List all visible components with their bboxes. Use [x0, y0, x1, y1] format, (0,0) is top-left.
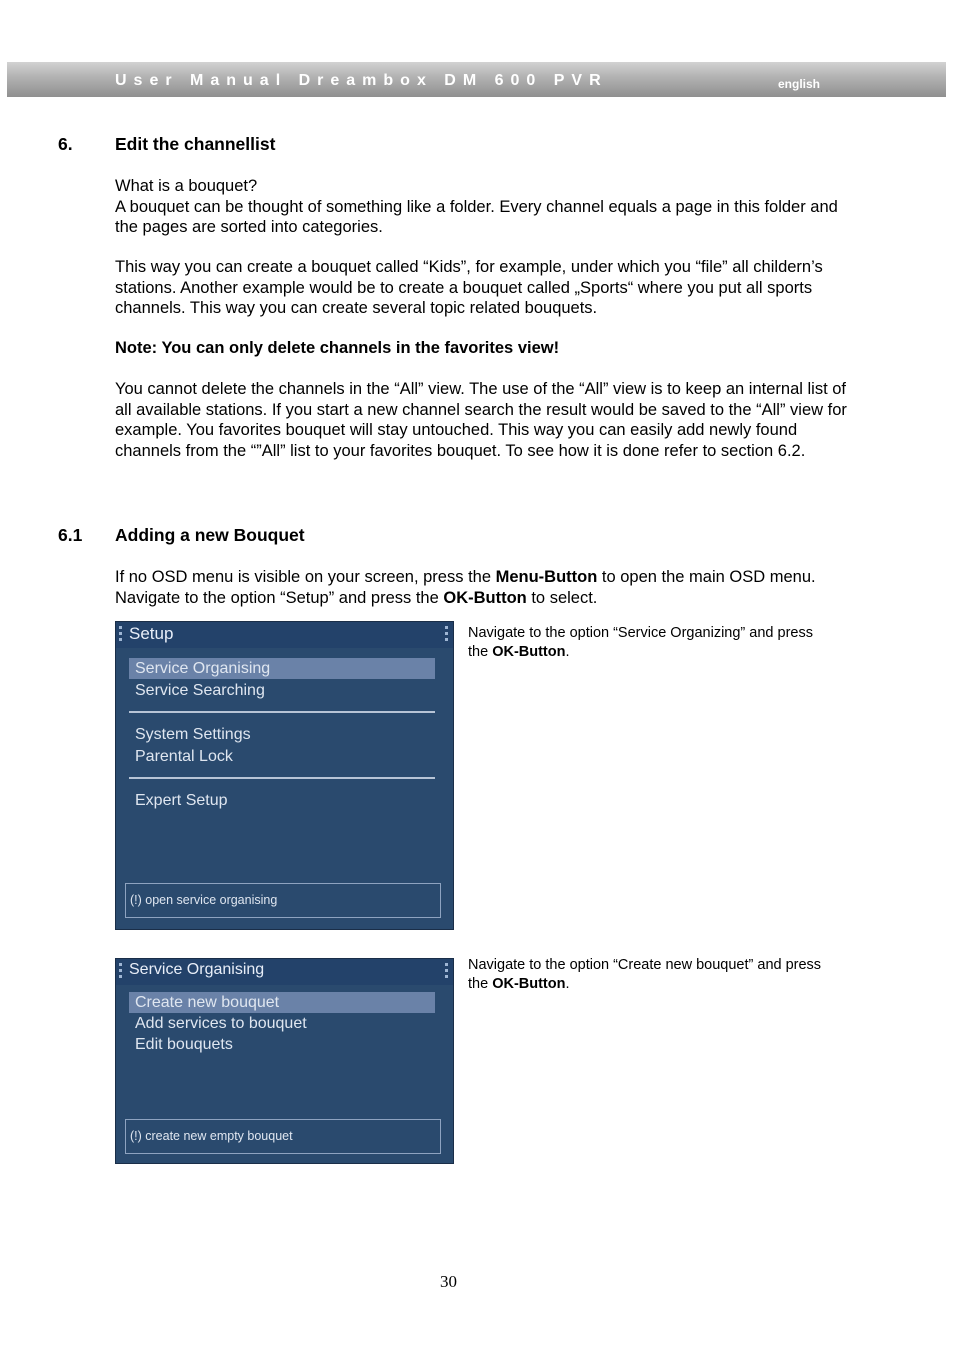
- dots-icon: [119, 626, 122, 644]
- paragraph-open-menu: If no OSD menu is visible on your screen, press the Menu-Button to open the main OSD menu. Navigate to the option “Setup” and press the OK-Button to select.: [115, 568, 816, 607]
- menu-item-service-organising[interactable]: Service Organising: [129, 658, 435, 679]
- osd-title: Service Organising: [129, 961, 265, 978]
- menu-item-system-settings[interactable]: System Settings: [135, 726, 251, 743]
- ok-button-label: OK-Button: [443, 588, 527, 607]
- menu-item-add-services[interactable]: Add services to bouquet: [135, 1015, 307, 1032]
- osd-title: Setup: [129, 624, 174, 643]
- header-language: english: [778, 77, 821, 91]
- paragraph-bouquet-example: This way you can create a bouquet called “Kids”, for example, under which you “file” all childern’s stations. Another example would be to create a bouquet called „Sports“ where you put all sports channels. This way you can create several topic related bouquets.: [115, 258, 823, 317]
- note-text: Note: You can only delete channels in the favorites view!: [115, 339, 560, 357]
- caption-create-bouquet: Navigate to the option “Create new bouquet” and press the OK-Button.: [468, 957, 822, 992]
- dots-icon: [445, 963, 448, 981]
- osd-status-bar: (!) open service organising: [125, 883, 441, 918]
- section-number: 6.: [58, 134, 73, 154]
- menu-item-parental-lock[interactable]: Parental Lock: [135, 748, 233, 765]
- subsection-number: 6.1: [58, 525, 83, 545]
- dots-icon: [445, 626, 448, 644]
- dots-icon: [119, 963, 122, 981]
- menu-item-edit-bouquets[interactable]: Edit bouquets: [135, 1036, 233, 1053]
- setup-menu-screenshot: [115, 621, 454, 930]
- paragraph-all-view: You cannot delete the channels in the “All” view. The use of the “All” view is to keep an internal list of all available stations. If you start a new channel search the result would be saved to the “All” view for example. You favorites bouquet will stay untouched. This way you can easily add newly found channels from the “”All” list to your favorites bouquet. To see how it is done refer to section 6.2.: [115, 380, 847, 460]
- menu-divider: [129, 711, 435, 713]
- menu-item-service-searching[interactable]: Service Searching: [135, 682, 265, 699]
- menu-button-label: Menu-Button: [495, 568, 598, 586]
- paragraph-bouquet-intro: What is a bouquet? A bouquet can be thought of something like a folder. Every channel equals a page in this folder and the pages are sorted into categories.: [115, 177, 838, 236]
- menu-item-expert-setup[interactable]: Expert Setup: [135, 792, 228, 809]
- menu-divider: [129, 777, 435, 779]
- header-title: User Manual Dreambox DM 600 PVR: [115, 72, 608, 89]
- section-title: Edit the channellist: [115, 134, 276, 154]
- menu-item-create-new-bouquet[interactable]: Create new bouquet: [129, 992, 435, 1013]
- service-organising-screenshot: [115, 958, 454, 1164]
- osd-status-bar: (!) create new empty bouquet: [125, 1119, 441, 1154]
- page-number: 30: [440, 1272, 457, 1291]
- caption-service-organizing: Navigate to the option “Service Organizing” and press the OK-Button.: [468, 625, 813, 660]
- subsection-title: Adding a new Bouquet: [115, 525, 305, 545]
